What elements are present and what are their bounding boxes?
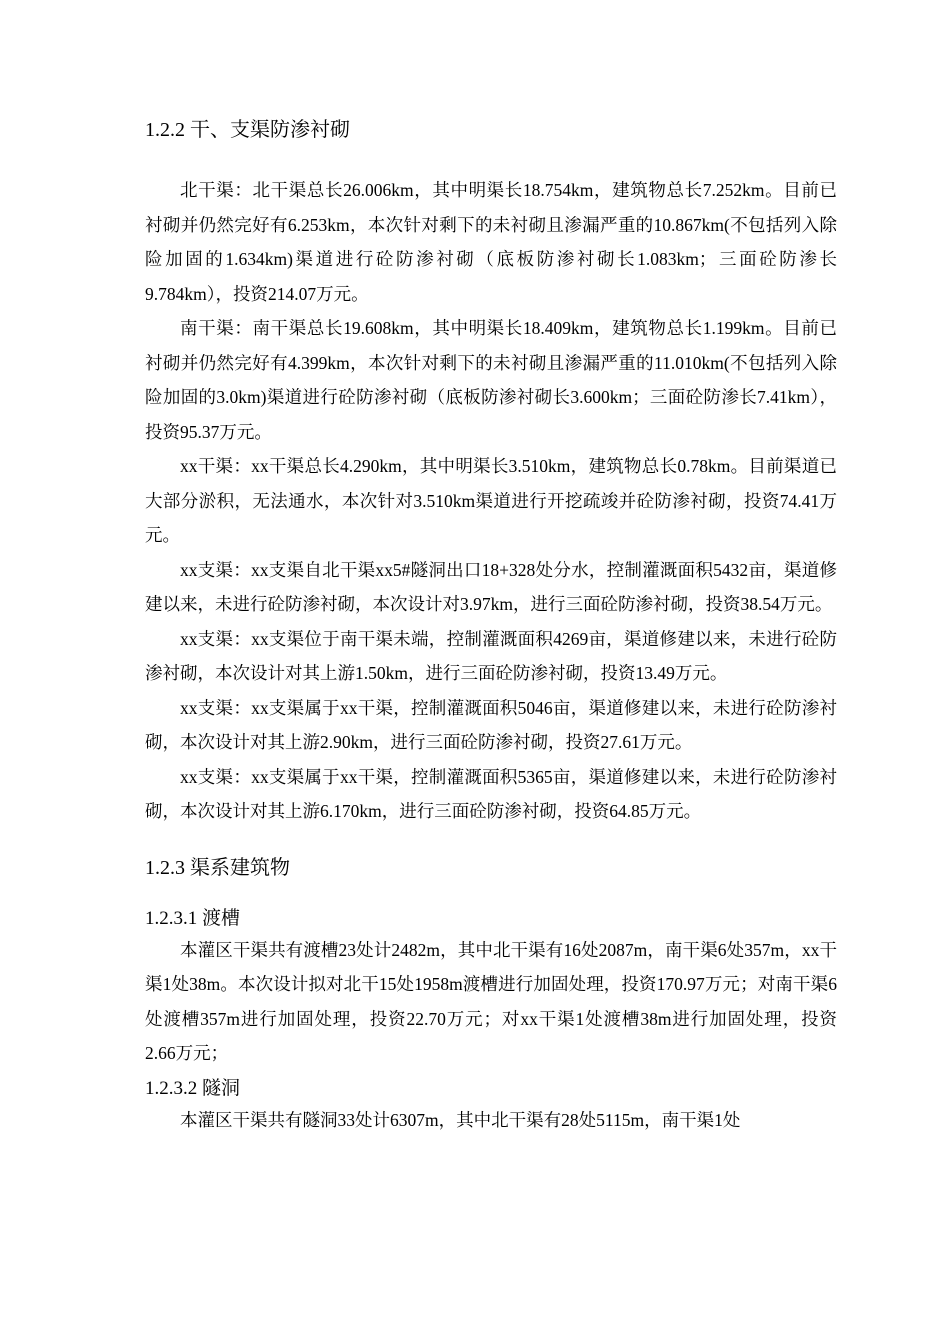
section-heading-1-2-2: 1.2.2 干、支渠防渗衬砌 bbox=[145, 119, 350, 141]
section-heading-1-2-3: 1.2.3 渠系建筑物 bbox=[145, 856, 290, 879]
paragraph-tunnel: 本灌区干渠共有隧洞33处计6307m，其中北干渠有28处5115m，南干渠1处 bbox=[180, 1109, 741, 1130]
document-body bbox=[145, 113, 837, 1137]
paragraph-north-main-canal: 北干渠：北干渠总长26.006km，其中明渠长18.754km，建筑物总长7.252km。目前已衬砌并仍然完好有6.253km，本次针对剩下的未衬砌且渗漏严重的10.867km(不包括列入除险加固的1.634km)渠道进行砼防渗衬砌（底板防渗衬砌长1.083km；三面砼防渗长9.784km），投资214.07万元。 bbox=[145, 180, 837, 304]
paragraph-south-main-canal: 南干渠：南干渠总长19.608km，其中明渠长18.409km，建筑物总长1.199km。目前已衬砌并仍然完好有4.399km，本次针对剩下的未衬砌且渗漏严重的11.010km(不包括列入除险加固的3.0km)渠道进行砼防渗衬砌（底板防渗衬砌长3.600km；三面砼防渗长7.41km），投资95.37万元。 bbox=[145, 318, 837, 442]
subsection-heading-tunnel: 1.2.3.2 隧洞 bbox=[145, 1077, 241, 1099]
paragraph-xx-main-canal: xx干渠：xx干渠总长4.290km，其中明渠长3.510km，建筑物总长0.78km。目前渠道已大部分淤积，无法通水，本次针对3.510km渠道进行开挖疏竣并砼防渗衬砌，投资74.41万元。 bbox=[145, 456, 837, 545]
paragraph-xx-branch-canal-1: xx支渠：xx支渠自北干渠xx5#隧洞出口18+328处分水，控制灌溉面积5432亩，渠道修建以来，未进行砼防渗衬砌，本次设计对3.97km，进行三面砼防渗衬砌，投资38.54万元。 bbox=[145, 559, 837, 614]
subsection-heading-aqueduct: 1.2.3.1 渡槽 bbox=[145, 907, 241, 929]
paragraph-xx-branch-canal-4: xx支渠：xx支渠属于xx干渠，控制灌溉面积5365亩，渠道修建以来，未进行砼防渗衬砌，本次设计对其上游6.170km，进行三面砼防渗衬砌，投资64.85万元。 bbox=[145, 766, 837, 821]
paragraph-xx-branch-canal-3: xx支渠：xx支渠属于xx干渠，控制灌溉面积5046亩，渠道修建以来，未进行砼防渗衬砌，本次设计对其上游2.90km，进行三面砼防渗衬砌，投资27.61万元。 bbox=[145, 697, 837, 752]
paragraph-aqueduct: 本灌区干渠共有渡槽23处计2482m，其中北干渠有16处2087m，南干渠6处357m，xx干渠1处38m。本次设计拟对北干15处1958m渡槽进行加固处理，投资170.97万元；对南干渠6处渡槽357m进行加固处理，投资22.70万元；对xx干渠1处渡槽38m进行加固处理，投资2.66万元； bbox=[145, 939, 837, 1063]
paragraph-xx-branch-canal-2: xx支渠：xx支渠位于南干渠未端，控制灌溉面积4269亩，渠道修建以来，未进行砼防渗衬砌，本次设计对其上游1.50km，进行三面砼防渗衬砌，投资13.49万元。 bbox=[145, 628, 837, 683]
